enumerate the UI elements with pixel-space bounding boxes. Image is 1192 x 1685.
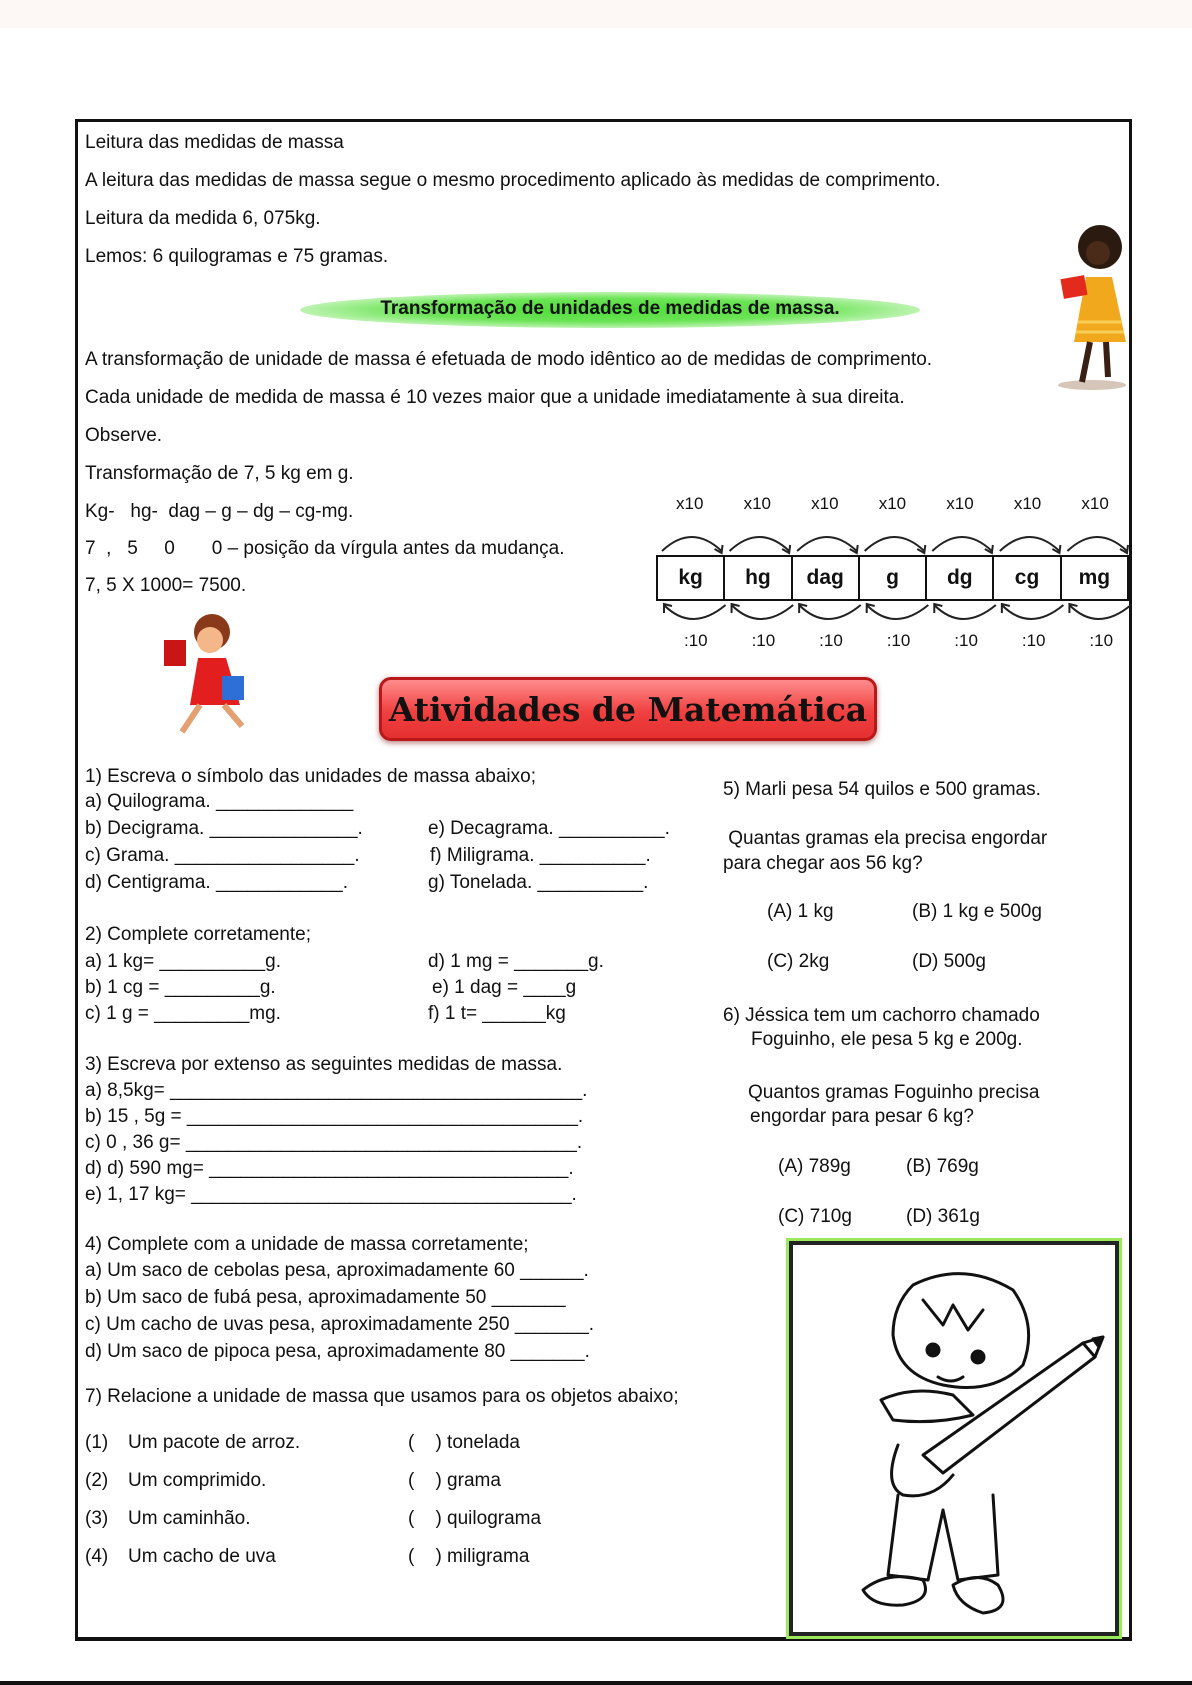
divide-label: :10 <box>1089 631 1114 650</box>
unit-cell-g: g <box>860 557 927 599</box>
divide-label: :10 <box>819 631 843 650</box>
multiply-label: x10 <box>946 494 974 513</box>
divide-arrow <box>867 605 929 619</box>
q6-title-line-2: Foguinho, ele pesa 5 kg e 200g. <box>751 1029 1023 1050</box>
unit-cell-hg: hg <box>725 557 792 599</box>
q1-item-c: c) Grama. _________________. <box>85 845 360 866</box>
q2-item-a: a) 1 kg= __________g. <box>85 951 281 972</box>
q7-title: 7) Relacione a unidade de massa que usamos para os objetos abaixo; <box>85 1386 679 1407</box>
q2-item-b: b) 1 cg = _________g. <box>85 977 276 998</box>
divide-label: :10 <box>1021 631 1046 650</box>
q7-item-number: (2) <box>85 1470 109 1491</box>
q3-item-d: d) d) 590 mg= __________________________________. <box>85 1158 574 1179</box>
divide-label: :10 <box>751 631 776 650</box>
unit-chart <box>656 555 1129 601</box>
divide-arrow <box>934 605 996 619</box>
q5-title: 5) Marli pesa 54 quilos e 500 gramas. <box>723 779 1041 800</box>
q5-option-c[interactable]: (C) 2kg <box>767 951 830 972</box>
observe-label: Observe. <box>85 425 163 446</box>
transform-paragraph-1: A transformação de unidade de massa é efetuada de modo idêntico ao de medidas de comprimento. <box>85 349 933 370</box>
q6-option-d[interactable]: (D) 361g <box>906 1206 980 1227</box>
multiply-arrow <box>1000 537 1060 551</box>
q2-item-f: f) 1 t= ______kg <box>428 1003 566 1024</box>
unit-cell-dg: dg <box>927 557 994 599</box>
q5-option-b[interactable]: (B) 1 kg e 500g <box>912 901 1042 922</box>
q4-item-a: a) Um saco de cebolas pesa, aproximadamente 60 ______. <box>85 1260 589 1281</box>
q5-question-line-1: Quantas gramas ela precisa engordar <box>723 828 1048 849</box>
multiply-label: x10 <box>1081 494 1109 513</box>
q1-item-g: g) Tonelada. __________. <box>428 872 649 893</box>
conversion-result: 7, 5 X 1000= 7500. <box>85 575 247 596</box>
transform-paragraph-2: Cada unidade de medida de massa é 10 vezes maior que a unidade imediatamente à sua direita. <box>85 387 905 408</box>
unit-cell-mg: mg <box>1078 566 1111 589</box>
girl-reading-illustration <box>1052 217 1132 392</box>
top-bar <box>0 0 1192 28</box>
q7-item-number: (4) <box>85 1546 109 1567</box>
q1-item-d: d) Centigrama. ____________. <box>85 872 349 893</box>
unit-cell-dag: dag <box>793 557 860 599</box>
reading-paragraph-1: A leitura das medidas de massa segue o mesmo procedimento aplicado às medidas de comprimento. <box>85 170 941 191</box>
multiply-arrow <box>865 537 925 551</box>
multiply-label: x10 <box>743 494 771 513</box>
reading-paragraph-3: Lemos: 6 quilogramas e 75 gramas. <box>85 246 389 267</box>
multiply-label: x10 <box>811 494 839 513</box>
q5-question-line-2: para chegar aos 56 kg? <box>723 853 923 874</box>
q2-item-e: e) 1 dag = ____g <box>432 977 577 998</box>
q3-title: 3) Escreva por extenso as seguintes medidas de massa. <box>85 1054 563 1075</box>
multiply-arrow <box>932 537 992 551</box>
divide-arrow <box>1002 605 1064 619</box>
q5-option-d[interactable]: (D) 500g <box>912 951 986 972</box>
unit-sequence: Kg- hg- dag – g – dg – cg-mg. <box>85 501 354 522</box>
q3-item-a: a) 8,5kg= _______________________________________. <box>85 1080 588 1101</box>
activities-title-text: Atividades de Matemática <box>388 689 868 729</box>
q7-match-option[interactable]: ( ) quilograma <box>408 1508 542 1529</box>
transform-example-title: Transformação de 7, 5 kg em g. <box>85 463 354 484</box>
multiply-arrow <box>730 537 790 551</box>
divide-arrow <box>664 605 726 619</box>
worksheet <box>75 119 1132 1641</box>
reading-title: Leitura das medidas de massa <box>85 132 344 153</box>
q1-item-e: e) Decagrama. __________. <box>428 818 670 839</box>
transform-banner <box>300 292 920 328</box>
q1-item-f: f) Miligrama. __________. <box>430 845 651 866</box>
multiply-arrow <box>797 537 857 551</box>
boy-with-pencil-illustration <box>793 1245 1115 1632</box>
q7-item-text: Um cacho de uva <box>128 1546 276 1567</box>
q6-title-line-1: 6) Jéssica tem um cachorro chamado <box>723 1005 1040 1026</box>
q3-item-c: c) 0 , 36 g= _____________________________________. <box>85 1132 583 1153</box>
q7-match-option[interactable]: ( ) tonelada <box>408 1432 520 1453</box>
multiply-label: x10 <box>1013 494 1042 513</box>
q1-item-b: b) Decigrama. ______________. <box>85 818 363 839</box>
q2-item-c: c) 1 g = _________mg. <box>85 1003 281 1024</box>
q4-item-b: b) Um saco de fubá pesa, aproximadamente 50 _______ <box>85 1287 566 1308</box>
divide-arrow <box>1069 605 1131 619</box>
q7-item-number: (3) <box>85 1508 109 1529</box>
divide-label: :10 <box>886 631 911 650</box>
q6-question-line-1: Quantos gramas Foguinho precisa <box>748 1082 1040 1103</box>
q6-option-a[interactable]: (A) 789g <box>778 1156 851 1177</box>
multiply-label: x10 <box>878 494 907 513</box>
q1-title: 1) Escreva o símbolo das unidades de massa abaixo; <box>85 766 536 787</box>
comma-position: 7 , 5 0 0 – posição da vírgula antes da mudança. <box>85 538 565 559</box>
boy-pencil-frame <box>789 1241 1119 1636</box>
q1-item-a: a) Quilograma. _____________ <box>85 791 354 812</box>
q4-item-d: d) Um saco de pipoca pesa, aproximadamente 80 _______. <box>85 1341 590 1362</box>
activities-title <box>379 677 877 741</box>
q7-item-text: Um pacote de arroz. <box>128 1432 301 1453</box>
q2-title: 2) Complete corretamente; <box>85 924 311 945</box>
q7-match-option[interactable]: ( ) miligrama <box>408 1546 530 1567</box>
q7-item-number: (1) <box>85 1432 109 1453</box>
multiply-label: x10 <box>676 494 704 513</box>
q7-item-text: Um comprimido. <box>128 1470 267 1491</box>
q3-item-b: b) 15 , 5g = _____________________________________. <box>85 1106 584 1127</box>
q6-option-b[interactable]: (B) 769g <box>906 1156 979 1177</box>
divide-arrow <box>732 605 794 619</box>
multiply-arrow <box>1067 537 1127 551</box>
divide-label: :10 <box>954 631 978 650</box>
q4-item-c: c) Um cacho de uvas pesa, aproximadamente 250 _______. <box>85 1314 595 1335</box>
q4-title: 4) Complete com a unidade de massa corretamente; <box>85 1234 529 1255</box>
q7-item-text: Um caminhão. <box>128 1508 251 1529</box>
q5-option-a[interactable]: (A) 1 kg <box>767 901 834 922</box>
unit-cell-kg: kg <box>658 557 725 599</box>
q2-item-d: d) 1 mg = _______g. <box>428 951 604 972</box>
q7-match-option[interactable]: ( ) grama <box>408 1470 501 1491</box>
q6-question-line-2: engordar para pesar 6 kg? <box>750 1106 974 1127</box>
girl-running-illustration <box>160 610 260 740</box>
divide-arrow <box>799 605 861 619</box>
divide-label: :10 <box>684 631 708 650</box>
bottom-bar <box>0 1681 1192 1685</box>
q3-item-e: e) 1, 17 kg= ____________________________________. <box>85 1184 577 1205</box>
unit-cell-cg: cg <box>994 557 1061 599</box>
q6-option-c[interactable]: (C) 710g <box>778 1206 852 1227</box>
multiply-arrow <box>662 537 722 551</box>
reading-paragraph-2: Leitura da medida 6, 075kg. <box>85 208 321 229</box>
transform-banner-text: Transformação de unidades de medidas de massa. <box>380 298 840 319</box>
